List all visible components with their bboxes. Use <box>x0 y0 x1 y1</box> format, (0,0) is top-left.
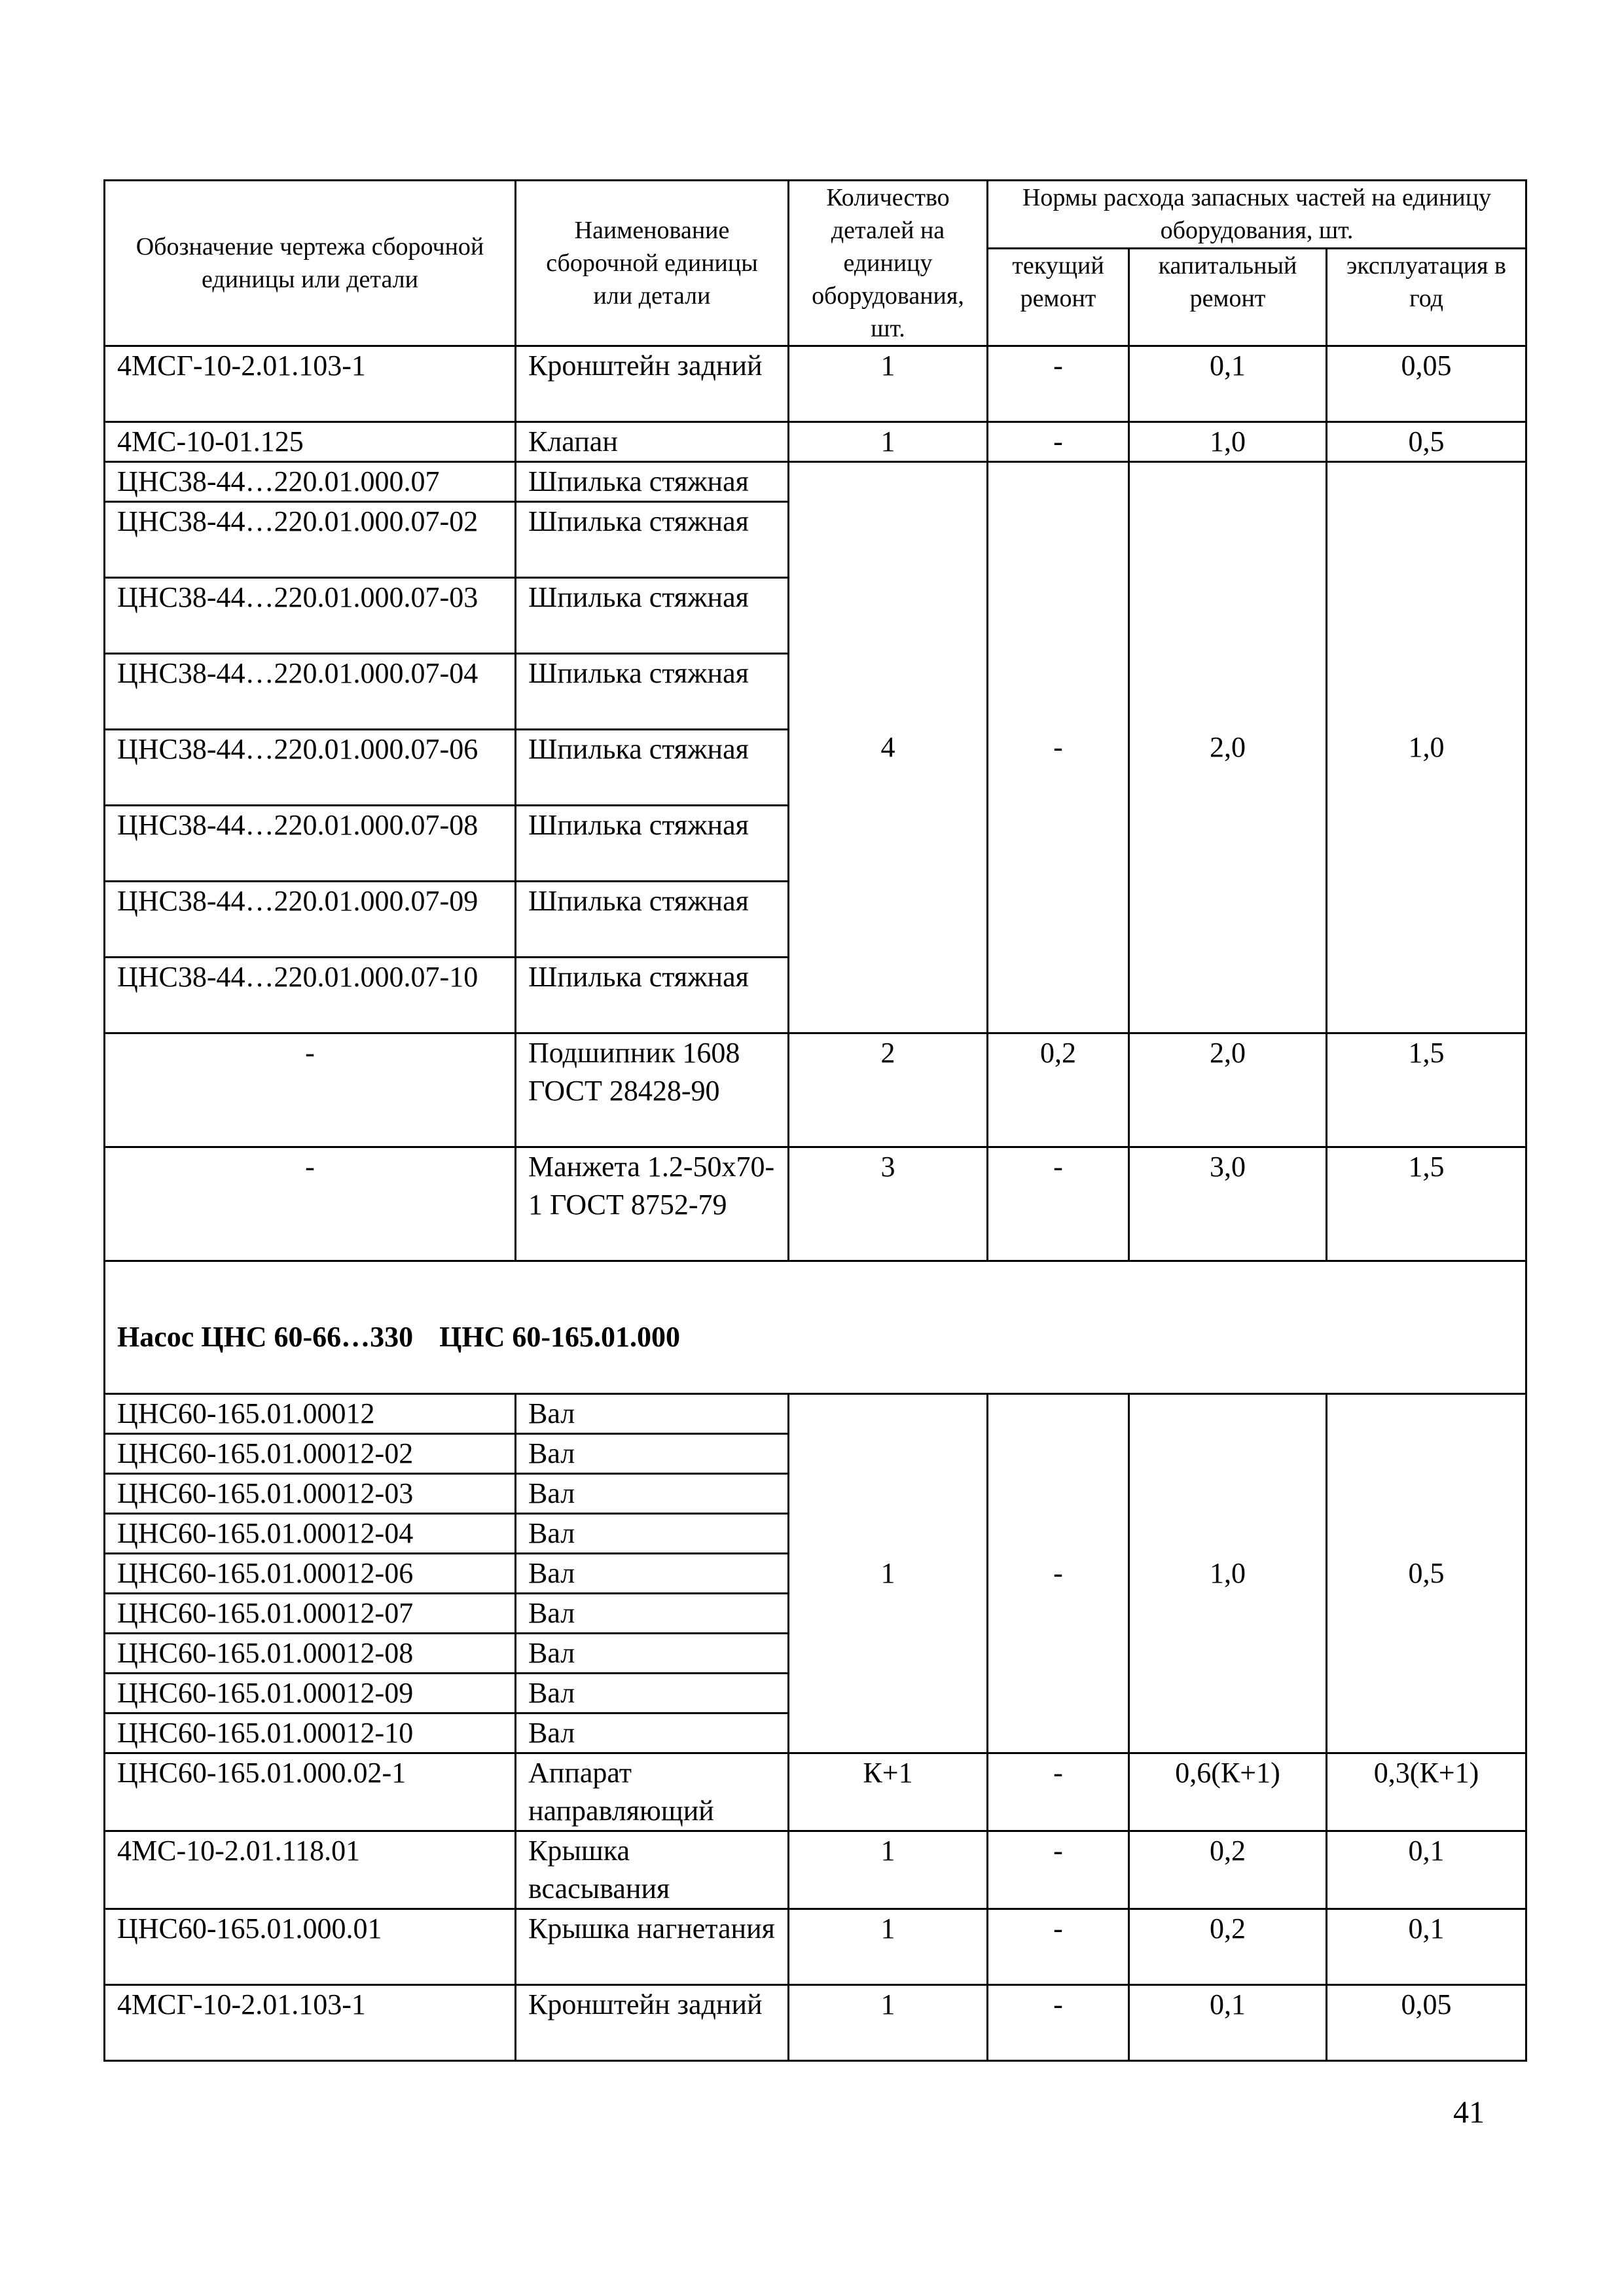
name-cell: Шпилька стяжная <box>516 578 789 654</box>
quantity-cell: 1 <box>789 1985 988 2061</box>
capital-repair-cell: 0,6(К+1) <box>1129 1753 1327 1831</box>
designation-cell: ЦНС38-44…220.01.000.07 <box>105 462 516 502</box>
designation-cell: ЦНС38-44…220.01.000.07-03 <box>105 578 516 654</box>
quantity-cell: 1 <box>789 1909 988 1985</box>
designation-cell: 4МСГ-10-2.01.103-1 <box>105 346 516 422</box>
quantity-cell: 4 <box>789 462 988 1033</box>
designation-cell: ЦНС60-165.01.000.02-1 <box>105 1753 516 1831</box>
quantity-cell: 1 <box>789 1394 988 1753</box>
spare-parts-table <box>103 179 1527 2062</box>
name-cell: Крышка всасывания <box>516 1831 789 1909</box>
operation-cell: 1,5 <box>1327 1147 1526 1261</box>
header-capital-repair: капитальный ремонт <box>1129 248 1327 346</box>
current-repair-cell: - <box>988 1985 1129 2061</box>
designation-cell: ЦНС38-44…220.01.000.07-09 <box>105 882 516 958</box>
name-cell: Аппарат направляющий <box>516 1753 789 1831</box>
quantity-cell: 1 <box>789 1831 988 1909</box>
designation-cell: ЦНС60-165.01.00012-03 <box>105 1474 516 1514</box>
quantity-cell: 3 <box>789 1147 988 1261</box>
designation-cell: ЦНС60-165.01.000.01 <box>105 1909 516 1985</box>
name-cell: Вал <box>516 1434 789 1474</box>
designation-cell: ЦНС38-44…220.01.000.07-06 <box>105 730 516 806</box>
quantity-cell: 1 <box>789 422 988 462</box>
capital-repair-cell: 0,1 <box>1129 346 1327 422</box>
table-row <box>105 1147 1526 1261</box>
operation-cell: 0,5 <box>1327 1394 1526 1753</box>
name-cell: Вал <box>516 1674 789 1713</box>
operation-cell: 0,05 <box>1327 346 1526 422</box>
current-repair-cell: - <box>988 1394 1129 1753</box>
quantity-cell: 2 <box>789 1033 988 1147</box>
operation-cell: 0,1 <box>1327 1909 1526 1985</box>
header-quantity: Количество деталей на единицу оборудования, шт. <box>789 181 988 346</box>
name-cell: Вал <box>516 1474 789 1514</box>
header-designation: Обозначение чертежа сборочной единицы или детали <box>105 181 516 346</box>
designation-cell: ЦНС38-44…220.01.000.07-02 <box>105 502 516 578</box>
operation-cell: 1,5 <box>1327 1033 1526 1147</box>
operation-cell: 0,05 <box>1327 1985 1526 2061</box>
name-cell: Шпилька стяжная <box>516 958 789 1033</box>
table-row <box>105 462 1526 502</box>
capital-repair-cell: 2,0 <box>1129 462 1327 1033</box>
name-cell: Вал <box>516 1514 789 1554</box>
table-row <box>105 1831 1526 1909</box>
header-operation: эксплуатация в год <box>1327 248 1526 346</box>
page-number: 41 <box>1453 2095 1485 2130</box>
name-cell: Шпилька стяжная <box>516 462 789 502</box>
quantity-cell: К+1 <box>789 1753 988 1831</box>
designation-cell: 4МС-10-2.01.118.01 <box>105 1831 516 1909</box>
header-norms: Нормы расхода запасных частей на единицу оборудования, шт. <box>988 181 1526 249</box>
name-cell: Вал <box>516 1594 789 1634</box>
header-name: Наименование сборочной единицы или детали <box>516 181 789 346</box>
name-cell: Шпилька стяжная <box>516 806 789 882</box>
designation-cell: ЦНС60-165.01.00012-09 <box>105 1674 516 1713</box>
table-row <box>105 1394 1526 1434</box>
current-repair-cell: - <box>988 1147 1129 1261</box>
capital-repair-cell: 0,2 <box>1129 1909 1327 1985</box>
name-cell: Подшипник 1608 ГОСТ 28428-90 <box>516 1033 789 1147</box>
current-repair-cell: - <box>988 1909 1129 1985</box>
section-pump-code: ЦНС 60-165.01.000 <box>439 1321 681 1353</box>
designation-cell: ЦНС38-44…220.01.000.07-04 <box>105 654 516 730</box>
name-cell: Клапан <box>516 422 789 462</box>
designation-cell: ЦНС60-165.01.00012-06 <box>105 1554 516 1594</box>
table-row <box>105 1909 1526 1985</box>
designation-cell: ЦНС60-165.01.00012-02 <box>105 1434 516 1474</box>
capital-repair-cell: 1,0 <box>1129 422 1327 462</box>
name-cell: Вал <box>516 1713 789 1753</box>
name-cell: Кронштейн задний <box>516 346 789 422</box>
current-repair-cell: - <box>988 1753 1129 1831</box>
designation-cell: ЦНС38-44…220.01.000.07-08 <box>105 806 516 882</box>
operation-cell: 1,0 <box>1327 462 1526 1033</box>
table-row <box>105 1985 1526 2061</box>
name-cell: Кронштейн задний <box>516 1985 789 2061</box>
capital-repair-cell: 2,0 <box>1129 1033 1327 1147</box>
name-cell: Крышка нагнетания <box>516 1909 789 1985</box>
current-repair-cell: - <box>988 1831 1129 1909</box>
current-repair-cell: 0,2 <box>988 1033 1129 1147</box>
capital-repair-cell: 1,0 <box>1129 1394 1327 1753</box>
operation-cell: 0,3(К+1) <box>1327 1753 1526 1831</box>
designation-cell: 4МСГ-10-2.01.103-1 <box>105 1985 516 2061</box>
section-row <box>105 1261 1526 1394</box>
table-row <box>105 1753 1526 1831</box>
current-repair-cell: - <box>988 422 1129 462</box>
quantity-cell: 1 <box>789 346 988 422</box>
name-cell: Манжета 1.2-50х70-1 ГОСТ 8752-79 <box>516 1147 789 1261</box>
designation-cell: ЦНС60-165.01.00012-07 <box>105 1594 516 1634</box>
header-current-repair: текущий ремонт <box>988 248 1129 346</box>
name-cell: Вал <box>516 1634 789 1674</box>
capital-repair-cell: 0,1 <box>1129 1985 1327 2061</box>
designation-cell: 4МС-10-01.125 <box>105 422 516 462</box>
table-row <box>105 1033 1526 1147</box>
capital-repair-cell: 3,0 <box>1129 1147 1327 1261</box>
designation-cell: ЦНС38-44…220.01.000.07-10 <box>105 958 516 1033</box>
name-cell: Шпилька стяжная <box>516 502 789 578</box>
name-cell: Вал <box>516 1394 789 1434</box>
section-heading <box>105 1261 1526 1394</box>
section-pump-name: Насос ЦНС 60-66…330 <box>117 1321 414 1353</box>
current-repair-cell: - <box>988 346 1129 422</box>
name-cell: Шпилька стяжная <box>516 882 789 958</box>
name-cell: Шпилька стяжная <box>516 730 789 806</box>
designation-cell: ЦНС60-165.01.00012 <box>105 1394 516 1434</box>
capital-repair-cell: 0,2 <box>1129 1831 1327 1909</box>
name-cell: Шпилька стяжная <box>516 654 789 730</box>
table-row <box>105 346 1526 422</box>
operation-cell: 0,5 <box>1327 422 1526 462</box>
designation-cell: ЦНС60-165.01.00012-10 <box>105 1713 516 1753</box>
current-repair-cell: - <box>988 462 1129 1033</box>
designation-cell: - <box>105 1147 516 1261</box>
designation-cell: - <box>105 1033 516 1147</box>
operation-cell: 0,1 <box>1327 1831 1526 1909</box>
name-cell: Вал <box>516 1554 789 1594</box>
designation-cell: ЦНС60-165.01.00012-04 <box>105 1514 516 1554</box>
table-row <box>105 422 1526 462</box>
designation-cell: ЦНС60-165.01.00012-08 <box>105 1634 516 1674</box>
